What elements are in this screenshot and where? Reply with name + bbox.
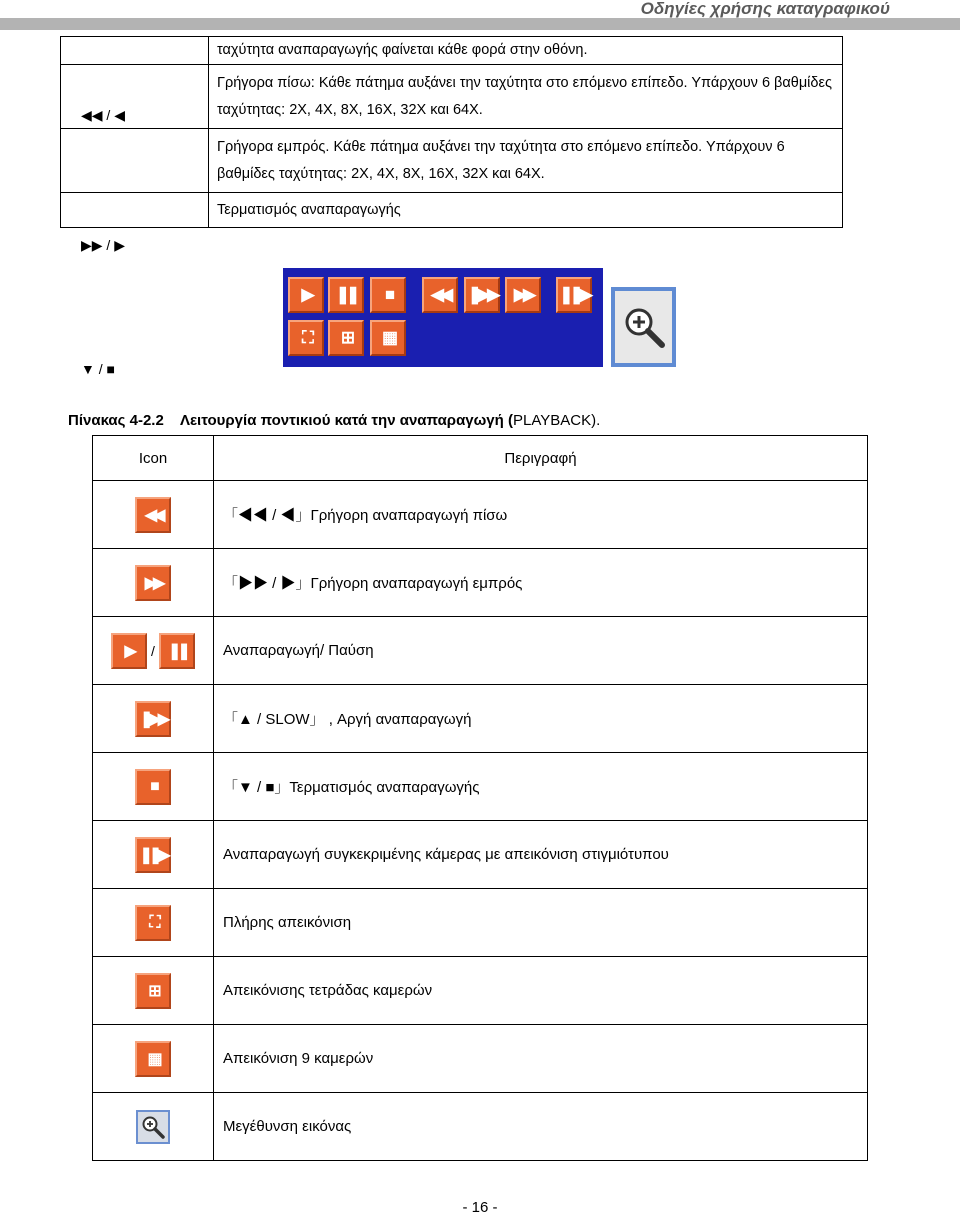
rewind-icon[interactable]: ◀◀: [422, 277, 458, 313]
fast-forward-icon[interactable]: ▶▶: [505, 277, 541, 313]
fast-forward-icon: ▶▶: [135, 565, 171, 601]
caption-label: Πίνακας 4-2.2: [68, 412, 164, 429]
fullscreen-icon: ⛶: [135, 905, 171, 941]
fullscreen-icon[interactable]: ⛶: [288, 320, 324, 356]
slow-icon[interactable]: ❚▶▶: [464, 277, 500, 313]
text-cell: Γρήγορα πίσω: Κάθε πάτημα αυξάνει την ταχύτητα στο επόμενο επίπεδο. Υπάρχουν 6 βαθμίδες ταχύτητας: 2X, 4X, 8X, 16X, 32X και 64X.: [209, 65, 843, 129]
table-row: [93, 889, 868, 957]
table-row: [93, 685, 868, 753]
caption-text: Λειτουργία ποντικιού κατά την αναπαραγωγή (: [179, 412, 513, 429]
icon-cell: [93, 821, 214, 889]
icon-table: [92, 435, 868, 1161]
icon-cell: ▶ / ❚❚: [93, 617, 214, 685]
icon-cell: [93, 753, 214, 821]
play-icon: ▶: [111, 633, 147, 669]
description-cell: 「▼ / ■」Τερματισμός αναπαραγωγής: [214, 753, 868, 821]
description-cell: 「▶▶ / ▶」Γρήγορη αναπαραγωγή εμπρός: [214, 549, 868, 617]
symbol-cell: [61, 37, 209, 65]
stop-icon[interactable]: ■: [370, 277, 406, 313]
table-row: [93, 821, 868, 889]
zoom-button[interactable]: [611, 287, 676, 367]
symbol-cell: [61, 129, 209, 253]
description-cell: Αναπαραγωγή/ Παύση: [214, 617, 868, 685]
stop-icon: ■: [135, 769, 171, 805]
quad-view-icon: ⊞: [135, 973, 171, 1009]
table-caption: [68, 412, 600, 429]
description-cell: Απεικόνισης τετράδας καμερών: [214, 957, 868, 1025]
nine-view-icon[interactable]: ▦: [370, 320, 406, 356]
table-header-row: [93, 436, 868, 481]
playback-toolbar: [283, 268, 603, 367]
icon-cell: [93, 889, 214, 957]
text-cell: Γρήγορα εμπρός. Κάθε πάτημα αυξάνει την ταχύτητα στο επόμενο επίπεδο. Υπάρχουν 6 βαθμίδες ταχύτητας: 2X, 4X, 8X, 16X, 32X και 64X.: [209, 129, 843, 193]
stop-symbol: ▼ / ■: [81, 361, 115, 377]
header-description: Περιγραφή: [214, 436, 868, 481]
table-row: [61, 193, 843, 228]
slow-icon: ❚▶▶: [135, 701, 171, 737]
symbol-cell: [61, 65, 209, 129]
table-row: [93, 1025, 868, 1093]
forward-symbol: ▶▶ / ▶: [81, 237, 125, 253]
rewind-icon: ◀◀: [135, 497, 171, 533]
description-cell: 「◀◀ / ◀」Γρήγορη αναπαραγωγή πίσω: [214, 481, 868, 549]
caption-plain: PLAYBACK).: [512, 412, 601, 429]
page-header-title: Οδηγίες χρήσης καταγραφικού: [635, 0, 890, 18]
rewind-symbol: ◀◀ / ◀: [81, 107, 125, 123]
symbol-cell: [61, 193, 209, 377]
description-cell: Μεγέθυνση εικόνας: [214, 1093, 868, 1161]
table-row: [61, 37, 843, 65]
snapshot-play-icon: ❚❚▶: [135, 837, 171, 873]
table-row: [93, 1093, 868, 1161]
description-cell: Απεικόνιση 9 καμερών: [214, 1025, 868, 1093]
icon-cell: [93, 549, 214, 617]
icon-cell: [93, 685, 214, 753]
table-row: [93, 957, 868, 1025]
pause-icon: ❚❚: [159, 633, 195, 669]
table-row: [93, 753, 868, 821]
table-row: [61, 65, 843, 129]
table-row: [93, 481, 868, 549]
pause-icon[interactable]: ❚❚: [328, 277, 364, 313]
description-cell: Αναπαραγωγή συγκεκριμένης κάμερας με απεικόνιση στιγμιότυπου: [214, 821, 868, 889]
icon-cell: [93, 481, 214, 549]
text-cell: ταχύτητα αναπαραγωγής φαίνεται κάθε φορά στην οθόνη.: [209, 37, 843, 65]
play-icon[interactable]: ▶: [288, 277, 324, 313]
page-number: - 16 -: [462, 1199, 498, 1216]
quad-view-icon[interactable]: ⊞: [328, 320, 364, 356]
zoom-icon: [615, 291, 672, 363]
icon-cell: [93, 957, 214, 1025]
description-cell: 「▲ / SLOW」 , Αργή αναπαραγωγή: [214, 685, 868, 753]
table-row: [93, 617, 868, 685]
icon-cell: [93, 1093, 214, 1161]
snapshot-play-icon[interactable]: ❚❚▶: [556, 277, 592, 313]
table-row: [93, 549, 868, 617]
zoom-icon: [136, 1110, 170, 1144]
header-bar: [0, 18, 960, 30]
nine-view-icon: ▦: [135, 1041, 171, 1077]
icon-cell: [93, 1025, 214, 1093]
header-icon: Icon: [93, 436, 214, 481]
table-row: [61, 129, 843, 193]
text-cell: Τερματισμός αναπαραγωγής: [209, 193, 843, 228]
description-cell: Πλήρης απεικόνιση: [214, 889, 868, 957]
speed-table: [60, 36, 843, 377]
